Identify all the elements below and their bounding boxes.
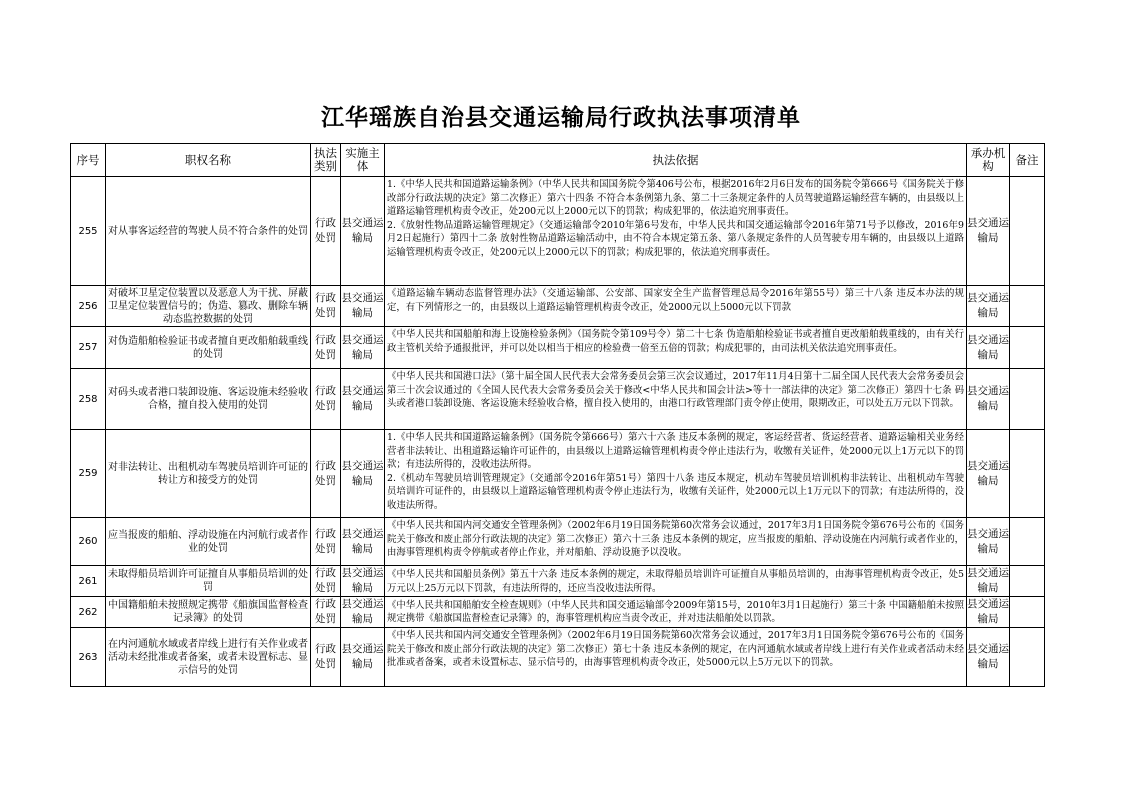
legal-basis-text: [385, 628, 966, 686]
table-row: [71, 369, 1045, 430]
power-name: 对码头或者港口装卸设施、客运设施未经验收合格，擅自投入使用的处罚: [106, 369, 311, 430]
power-name: 未取得船员培训许可证擅自从事船员培训的处罚: [106, 566, 311, 597]
enforcement-type: 行政处罚: [311, 177, 341, 286]
legal-basis-paragraph: 2.《机动车驾驶员培训管理规定》（交通部令2016年第51号）第四十八条 违反本规定，机动车驾驶员培训机构非法转让、出租机动车驾驶员培训许可证件的，由县级以上道路运输管理机构责令停止违法行为，收缴有关证件，处2000元以上1万元以下的罚款；有违法所得的，没收违法所得。: [387, 472, 964, 511]
implementing-subject: 县交通运输局: [341, 286, 385, 327]
table-row: [71, 327, 1045, 369]
implementing-subject: 县交通运输局: [341, 628, 385, 687]
table-row: [71, 430, 1045, 518]
header-basis: 执法依据: [385, 144, 967, 177]
legal-basis: [385, 566, 967, 597]
row-number: 260: [71, 518, 106, 566]
enforcement-type: 行政处罚: [311, 566, 341, 597]
power-name: 对伪造船舶检验证书或者擅自更改船舶载重线的处罚: [106, 327, 311, 369]
power-name: 对从事客运经营的驾驶人员不符合条件的处罚: [106, 177, 311, 286]
handling-organization: 县交通运输局: [967, 177, 1010, 286]
power-name: 对非法转让、出租机动车驾驶员培训许可证的转让方和接受方的处罚: [106, 430, 311, 518]
legal-basis-text: [385, 369, 966, 429]
legal-basis: [385, 327, 967, 369]
header-row: [71, 144, 1045, 177]
remark: [1010, 286, 1045, 327]
row-number: 257: [71, 327, 106, 369]
legal-basis-text: [385, 518, 966, 565]
implementing-subject: 县交通运输局: [341, 327, 385, 369]
header-subject: 实施主体: [341, 144, 385, 177]
legal-basis-paragraph: 《道路运输车辆动态监督管理办法》（交通运输部、公安部、国家安全生产监督管理总局令2016年第55号）第三十八条 违反本办法的规定，有下列情形之一的，由县级以上道路运输管理机构责令改正，处2000元以上5000元以下罚款: [387, 288, 964, 313]
implementing-subject: 县交通运输局: [341, 177, 385, 286]
header-name: 职权名称: [106, 144, 311, 177]
legal-basis-paragraph: 《中华人民共和国内河交通安全管理条例》（2002年6月19日国务院第60次常务会议通过，2017年3月1日国务院令第676号公布的《国务院关于修改和废止部分行政法规的决定》第二次修正）第六十三条 违反本条例的规定，应当报废的船舶、浮动设施在内河航行或者作业的，由海事管理机构责令停航或者停止作业，并对船舶、浮动设施予以没收。: [387, 520, 964, 558]
implementing-subject: 县交通运输局: [341, 566, 385, 597]
remark: [1010, 177, 1045, 286]
remark: [1010, 369, 1045, 430]
enforcement-type: 行政处罚: [311, 430, 341, 518]
legal-basis-paragraph: 《中华人民共和国内河交通安全管理条例》（2002年6月19日国务院第60次常务会议通过，2017年3月1日国务院令第676号公布的《国务院关于修改和废止部分行政法规的决定》第二次修正）第七十条 违反本条例的规定，在内河通航水域或者岸线上进行有关作业或者活动未经批准或者备案，或者未设置标志、显示信号的，由海事管理机构责令改正，处5000元以上5万元以下的罚款。: [387, 630, 964, 668]
implementing-subject: 县交通运输局: [341, 597, 385, 628]
table-row: [71, 286, 1045, 327]
power-name: 对破坏卫星定位装置以及恶意人为干扰、屏蔽卫星定位装置信号的；伪造、篡改、删除车辆动态监控数据的处罚: [106, 286, 311, 327]
legal-basis: [385, 286, 967, 327]
remark: [1010, 597, 1045, 628]
legal-basis-paragraph: 《中华人民共和国港口法》（第十届全国人民代表大会常务委员会第三次会议通过，2017年11月4日第十二届全国人民代表大会常务委员会第三十次会议通过的《全国人民代表大会常务委员会关于修改<中华人民共和国会计法>等十一部法律的决定》第二次修正）第四十七条 码头或者港口装卸设施、客运设施未经验收合格，擅自投入使用的，由港口行政管理部门责令停止使用，限期改正，可以处五万元以下罚款。: [387, 371, 964, 409]
power-name: 中国籍船舶未按照规定携带《船旗国监督检查记录簿》的处罚: [106, 597, 311, 628]
handling-organization: 县交通运输局: [967, 327, 1010, 369]
enforcement-type: 行政处罚: [311, 628, 341, 687]
remark: [1010, 327, 1045, 369]
header-no: 序号: [71, 144, 106, 177]
enforcement-type: 行政处罚: [311, 286, 341, 327]
row-number: 263: [71, 628, 106, 687]
legal-basis-paragraph: 《中华人民共和国船舶和海上设施检验条例》（国务院令第109号令）第二十七条 伪造船舶检验证书或者擅自更改船舶载重线的，由有关行政主管机关给予通报批评，并可以处以相当于相应的检验费一倍至五倍的罚款；构成犯罪的，由司法机关依法追究刑事责任。: [387, 329, 964, 354]
legal-basis-text: [385, 598, 966, 627]
implementing-subject: 县交通运输局: [341, 518, 385, 566]
row-number: 259: [71, 430, 106, 518]
legal-basis-paragraph: 2.《放射性物品道路运输管理规定》（交通运输部令2010年第6号发布，中华人民共和国交通运输部令2016年第71号予以修改，2016年9月2日起施行）第四十二条 放射性物品道路运输活动中，由不符合本规定第五条、第八条规定条件的人员驾驶专用车辆的，由县级以上道路运输管理机构责令改正，处200元以上2000元以下的罚款；构成犯罪的，依法追究刑事责任。: [387, 219, 964, 258]
enforcement-type: 行政处罚: [311, 327, 341, 369]
legal-basis: [385, 430, 967, 518]
legal-basis: [385, 177, 967, 286]
remark: [1010, 430, 1045, 518]
page-title: 江华瑶族自治县交通运输局行政执法事项清单: [321, 105, 801, 131]
legal-basis-paragraph: 1.《中华人民共和国道路运输条例》（中华人民共和国国务院令第406号公布，根据2016年2月6日发布的国务院令第666号《国务院关于修改部分行政法规的决定》第二次修正）第六十四条 不符合本条例第九条、第二十三条规定条件的人员驾驶道路运输经营车辆的，由县级以上道路运输管理机构责令改正，处200元以上2000元以下的罚款；构成犯罪的，依法追究刑事责任。: [387, 179, 964, 217]
remark: [1010, 518, 1045, 566]
legal-basis: [385, 628, 967, 687]
table-body: [71, 177, 1045, 687]
legal-basis-paragraph: 1.《中华人民共和国道路运输条例》（国务院令第666号）第六十六条 违反本条例的规定，客运经营者、货运经营者、道路运输相关业务经营者非法转让、出租道路运输许可证件的，由县级以上道路运输管理机构责令停止违法行为，收缴有关证件，处2000元以上1万元以下的罚款；有违法所得的，没收违法所得。: [387, 432, 964, 470]
legal-basis-text: [385, 327, 966, 368]
table-row: [71, 177, 1045, 286]
row-number: 256: [71, 286, 106, 327]
handling-organization: 县交通运输局: [967, 628, 1010, 687]
enforcement-matters-table: [70, 143, 1045, 687]
implementing-subject: 县交通运输局: [341, 430, 385, 518]
handling-organization: 县交通运输局: [967, 369, 1010, 430]
row-number: 262: [71, 597, 106, 628]
table-row: [71, 628, 1045, 687]
handling-organization: 县交通运输局: [967, 286, 1010, 327]
enforcement-type: 行政处罚: [311, 369, 341, 430]
handling-organization: 县交通运输局: [967, 430, 1010, 518]
table-row: [71, 597, 1045, 628]
handling-organization: 县交通运输局: [967, 518, 1010, 566]
handling-organization: 县交通运输局: [967, 566, 1010, 597]
header-type: 执法类别: [311, 144, 341, 177]
legal-basis-text: [385, 286, 966, 326]
implementing-subject: 县交通运输局: [341, 369, 385, 430]
legal-basis: [385, 597, 967, 628]
remark: [1010, 566, 1045, 597]
legal-basis-text: [385, 430, 966, 517]
legal-basis: [385, 369, 967, 430]
legal-basis-paragraph: 《中华人民共和国船舶安全检查规则》（中华人民共和国交通运输部令2009年第15号，2010年3月1日起施行）第三十条 中国籍船舶未按照规定携带《船旗国监督检查记录簿》的，海事管理机构应当责令改正，并对违法船舶处以罚款。: [387, 599, 964, 624]
legal-basis-text: [385, 177, 966, 285]
handling-organization: 县交通运输局: [967, 597, 1010, 628]
remark: [1010, 628, 1045, 687]
legal-basis: [385, 518, 967, 566]
legal-basis-text: [385, 567, 966, 595]
row-number: 258: [71, 369, 106, 430]
row-number: 255: [71, 177, 106, 286]
enforcement-type: 行政处罚: [311, 597, 341, 628]
header-remark: 备注: [1010, 144, 1045, 177]
table-row: [71, 566, 1045, 597]
table-row: [71, 518, 1045, 566]
power-name: 在内河通航水域或者岸线上进行有关作业或者活动未经批准或者备案，或者未设置标志、显示信号的处罚: [106, 628, 311, 687]
enforcement-type: 行政处罚: [311, 518, 341, 566]
legal-basis-paragraph: 《中华人民共和国船员条例》第五十六条 违反本条例的规定，未取得船员培训许可证擅自从事船员培训的，由海事管理机构责令改正，处5万元以上25万元以下罚款，有违法所得的，还应当没收违法所得。: [387, 569, 964, 594]
header-org: 承办机构: [967, 144, 1010, 177]
row-number: 261: [71, 566, 106, 597]
power-name: 应当报废的船舶、浮动设施在内河航行或者作业的处罚: [106, 518, 311, 566]
